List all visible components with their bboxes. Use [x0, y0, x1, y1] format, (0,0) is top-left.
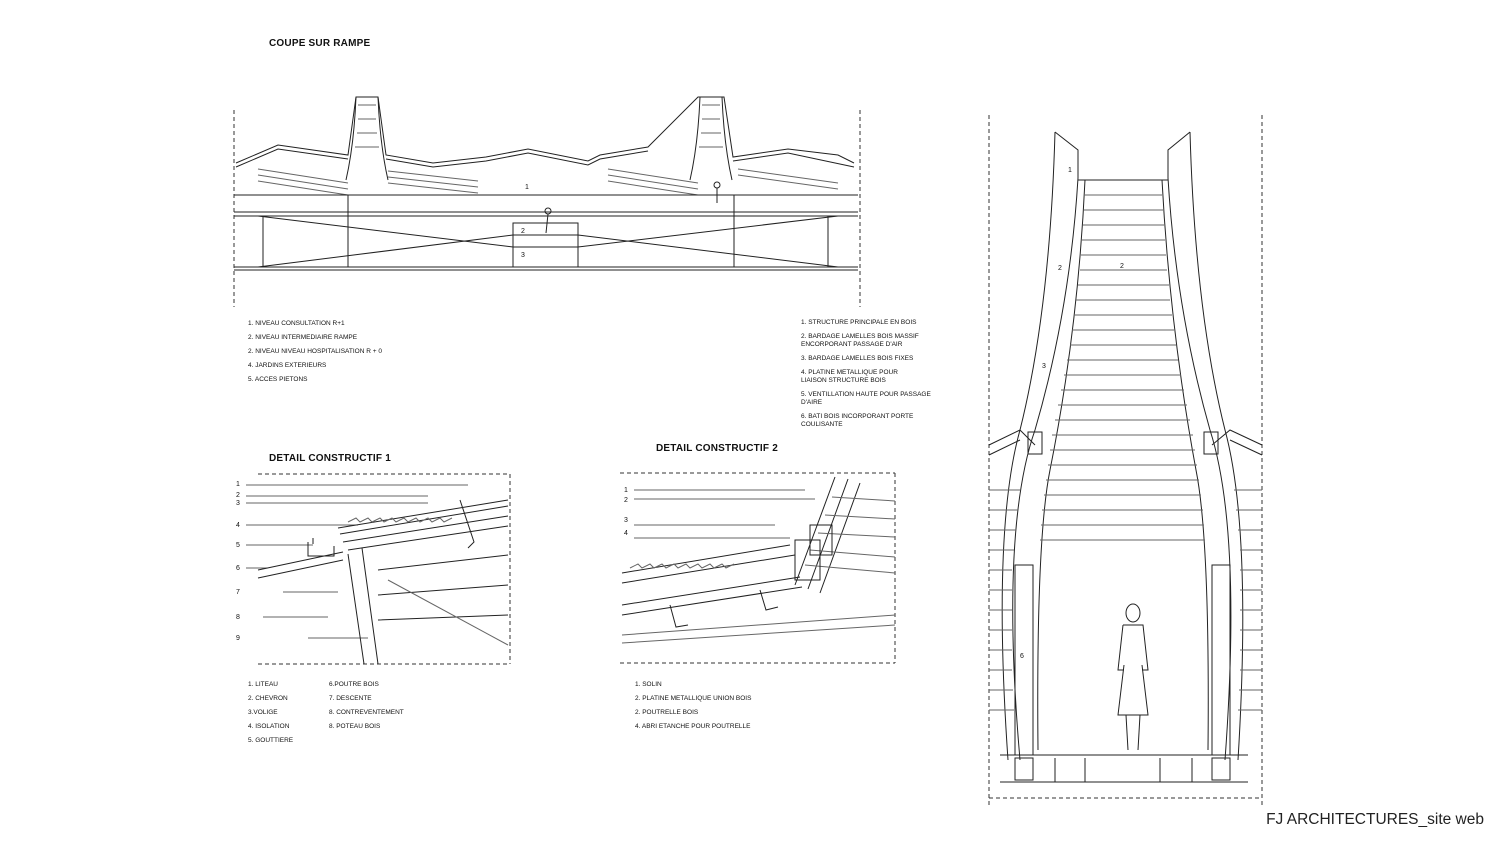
ramp-marker-1: 1: [1068, 167, 1072, 174]
legend-item: 1. NIVEAU CONSULTATION R+1: [248, 320, 345, 327]
legend-item: 3. BARDAGE LAMELLES BOIS FIXES: [801, 355, 914, 362]
legend-item: 2. POUTRELLE BOIS: [635, 709, 699, 716]
section-marker-2: 2: [521, 228, 525, 235]
section-marker-3: 3: [521, 252, 525, 259]
detail1-drawing: [228, 470, 528, 670]
legend-item: 1. LITEAU: [248, 681, 278, 688]
ramp-elevation-drawing: [980, 110, 1280, 810]
ramp-marker-2b: 2: [1058, 265, 1062, 272]
legend-item: 5. VENTILLATION HAUTE POUR PASSAGE D'AIRE: [801, 391, 931, 406]
ramp-marker-2: 2: [1120, 263, 1124, 270]
detail1-marker-3: 3: [236, 500, 240, 507]
legend-item: 1. STRUCTURE PRINCIPALE EN BOIS: [801, 319, 917, 326]
legend-item: 8. CONTREVENTEMENT: [329, 709, 404, 716]
credit-text: FJ ARCHITECTURES_site web: [1266, 811, 1484, 828]
detail2-legend: [635, 678, 751, 734]
legend-item: 5. GOUTTIERE: [248, 737, 294, 744]
legend-item: 4. ISOLATION: [248, 723, 290, 730]
legend-item: 1. SOLIN: [635, 681, 662, 688]
legend-item: 2. BARDAGE LAMELLES BOIS MASSIF ENCORPORANT PASSAGE D'AIR: [801, 333, 919, 348]
section-title: COUPE SUR RAMPE: [269, 38, 371, 49]
detail1-marker-6: 6: [236, 565, 240, 572]
legend-item: 6. BATI BOIS INCORPORANT PORTE COULISANTE: [801, 413, 914, 428]
section-legend-left: [248, 317, 382, 387]
legend-item: 6.POUTRE BOIS: [329, 681, 379, 688]
legend-item: 4. ABRI ETANCHE POUR POUTRELLE: [635, 723, 751, 730]
detail2-marker-4: 4: [624, 530, 628, 537]
detail1-legend-col1: [248, 678, 293, 748]
detail1-title: DETAIL CONSTRUCTIF 1: [269, 453, 391, 464]
ramp-marker-3: 3: [1042, 363, 1046, 370]
section-legend-right: [801, 319, 931, 435]
detail2-marker-3: 3: [624, 517, 628, 524]
legend-item: 2. NIVEAU INTERMEDIAIRE RAMPE: [248, 334, 358, 341]
legend-item: 8. POTEAU BOIS: [329, 723, 381, 730]
section-drawing: [228, 85, 868, 315]
detail1-marker-8: 8: [236, 614, 240, 621]
ramp-marker-6: 6: [1020, 653, 1024, 660]
legend-item: 2. PLATINE METALLIQUE UNION BOIS: [635, 695, 752, 702]
detail1-marker-7: 7: [236, 589, 240, 596]
detail2-drawing: [610, 465, 910, 670]
legend-item: 2. NIVEAU NIVEAU HOSPITALISATION R + 0: [248, 348, 382, 355]
detail1-marker-4: 4: [236, 522, 240, 529]
legend-item: 3.VOLIGE: [248, 709, 278, 716]
section-marker-1: 1: [525, 184, 529, 191]
legend-item: 2. CHEVRON: [248, 695, 288, 702]
legend-item: 4. PLATINE METALLIQUE POUR LIAISON STRUCTURE BOIS: [801, 369, 898, 384]
detail1-marker-1: 1: [236, 481, 240, 488]
legend-item: 5. ACCES PIETONS: [248, 376, 308, 383]
detail1-marker-9: 9: [236, 635, 240, 642]
detail2-marker-2: 2: [624, 497, 628, 504]
legend-item: 4. JARDINS EXTERIEURS: [248, 362, 327, 369]
detail1-legend-col2: [329, 678, 404, 734]
detail1-marker-5: 5: [236, 542, 240, 549]
detail2-marker-1: 1: [624, 487, 628, 494]
legend-item: 7. DESCENTE: [329, 695, 372, 702]
detail2-title: DETAIL CONSTRUCTIF 2: [656, 443, 778, 454]
detail1-marker-2: 2: [236, 492, 240, 499]
